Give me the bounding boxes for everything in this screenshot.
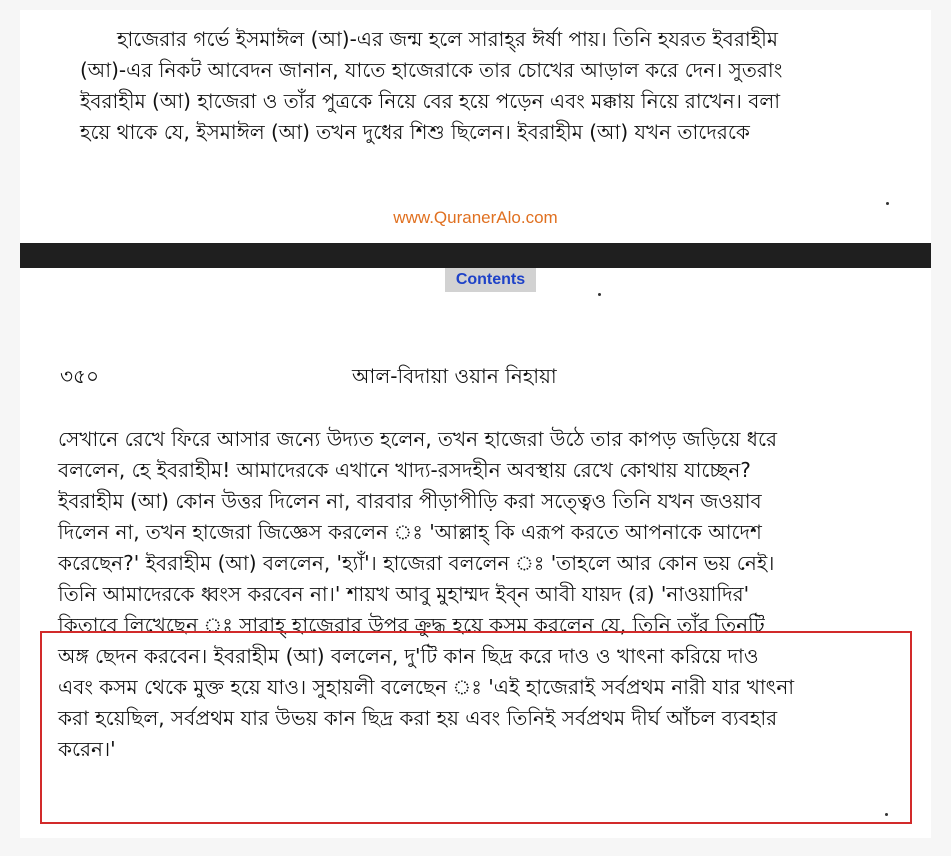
text-line: কিতাবে লিখেছেন ঃ সারাহ্‌ হাজেরার উপর ক্রুদ্ধ হয়ে কসম করলেন যে, তিনি তাঁর তিনটি <box>58 613 765 637</box>
text-line: হাজেরার গর্ভে ইসমাঈল (আ)-এর জন্ম হলে সারাহ্‌র ঈর্ষা পায়। তিনি হযরত ইবরাহীম <box>117 27 778 51</box>
text-line: ইবরাহীম (আ) হাজেরা ও তাঁর পুত্রকে নিয়ে বের হয়ে পড়েন এবং মক্কায় নিয়ে রাখেন। বলা <box>80 89 781 113</box>
text-line: তিনি আমাদেরকে ধ্বংস করবেন না।' শায়খ আবু মুহাম্মদ ইব্‌ন আবী যায়দ (র) 'নাওয়াদির' <box>58 582 750 606</box>
text-line: দিলেন না, তখন হাজেরা জিজ্ঞেস করলেন ঃ 'আল্লাহ্‌ কি এরূপ করতে আপনাকে আদেশ <box>58 520 762 544</box>
book-title-header: আল-বিদায়া ওয়ান নিহায়া <box>352 364 557 388</box>
text-line: ইবরাহীম (আ) কোন উত্তর দিলেন না, বারবার পীড়াপীড়ি করা সত্ত্বেও তিনি যখন জওয়াব <box>58 489 762 513</box>
text-line: করেছেন?' ইবরাহীম (আ) বললেন, 'হ্যাঁ'। হাজেরা বললেন ঃ 'তাহলে আর কোন ভয় নেই। <box>58 551 775 575</box>
text-line: অঙ্গ ছেদন করবেন। ইবরাহীম (আ) বললেন, দু'টি কান ছিদ্র করে দাও ও খাৎনা করিয়ে দাও <box>58 644 759 668</box>
text-line: (আ)-এর নিকট আবেদন জানান, যাতে হাজেরাকে তার চোখের আড়াল করে দেন। সুতরাং <box>80 58 783 82</box>
text-line: বললেন, হে ইবরাহীম! আমাদেরকে এখানে খাদ্য-রসদহীন অবস্থায় রেখে কোথায় যাচ্ছেন? <box>58 458 751 482</box>
page-separator-bar <box>20 243 931 268</box>
text-line: এবং কসম থেকে মুক্ত হয়ে যাও। সুহায়লী বলেছেন ঃ 'এই হাজেরাই সর্বপ্রথম নারী যার খাৎনা <box>58 675 795 699</box>
text-line: করেন।' <box>58 737 116 761</box>
page-number: ৩৫০ <box>60 364 99 388</box>
previous-page-scan <box>20 10 931 243</box>
contents-button[interactable]: Contents <box>445 268 536 292</box>
text-line: হয়ে থাকে যে, ইসমাঈল (আ) তখন দুধের শিশু ছিলেন। ইবরাহীম (আ) যখন তাদেরকে <box>80 120 750 144</box>
scan-speck <box>886 202 889 205</box>
previous-page-paragraph <box>80 24 930 148</box>
text-line: করা হয়েছিল, সর্বপ্রথম যার উভয় কান ছিদ্র করা হয় এবং তিনিই সর্বপ্রথম দীর্ঘ আঁচল ব্যবহার <box>58 706 778 730</box>
highlight-box <box>40 631 912 824</box>
website-watermark: www.QuranerAlo.com <box>393 208 558 227</box>
scan-speck <box>598 293 601 296</box>
text-line: সেখানে রেখে ফিরে আসার জন্যে উদ্যত হলেন, তখন হাজেরা উঠে তার কাপড় জড়িয়ে ধরে <box>58 427 778 451</box>
